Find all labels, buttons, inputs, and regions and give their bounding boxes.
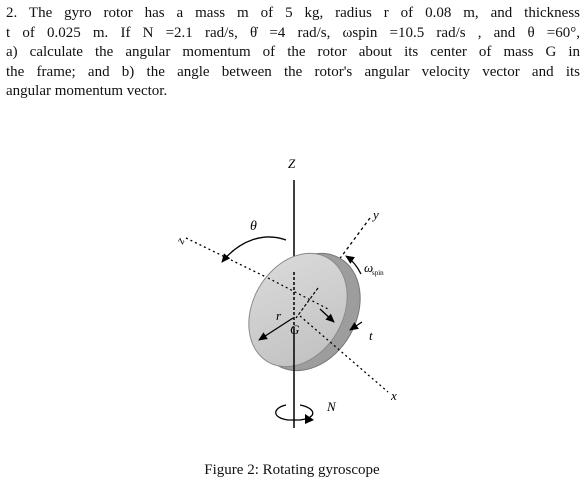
label-t: t: [369, 328, 373, 343]
label-z: z: [172, 234, 188, 246]
figure-caption: Figure 2: Rotating gyroscope: [204, 462, 380, 478]
theta-arc-arrow: [222, 237, 286, 262]
problem-line-4: the frame; and b) the angle between the rotor's angular velocity vector and its: [6, 63, 580, 80]
label-G: G: [290, 322, 300, 337]
label-y: y: [373, 207, 379, 222]
problem-line-1: 2. The gyro rotor has a mass m of 5 kg, radius r of 0.08 m, and thickness: [6, 5, 580, 21]
label-r: r: [276, 308, 282, 323]
label-Z: Z: [288, 156, 296, 171]
disc-z-axis: [186, 238, 268, 278]
label-omega: ω: [364, 260, 374, 275]
problem-line-5: angular momentum vector.: [6, 83, 168, 99]
label-omega-sub: spin: [372, 269, 384, 277]
problem-line-2: t of 0.025 m. If N =2.1 rad/s, θ̇ =4 rad/s, ωspin =10.5 rad/s , and θ =60°,: [6, 24, 580, 41]
rotor-face: [229, 236, 367, 385]
label-N: N: [327, 399, 336, 414]
problem-line-3: a) calculate the angular momentum of the rotor about its center of mass G in: [6, 44, 580, 60]
label-theta: θ: [250, 219, 257, 234]
label-x: x: [391, 388, 397, 403]
